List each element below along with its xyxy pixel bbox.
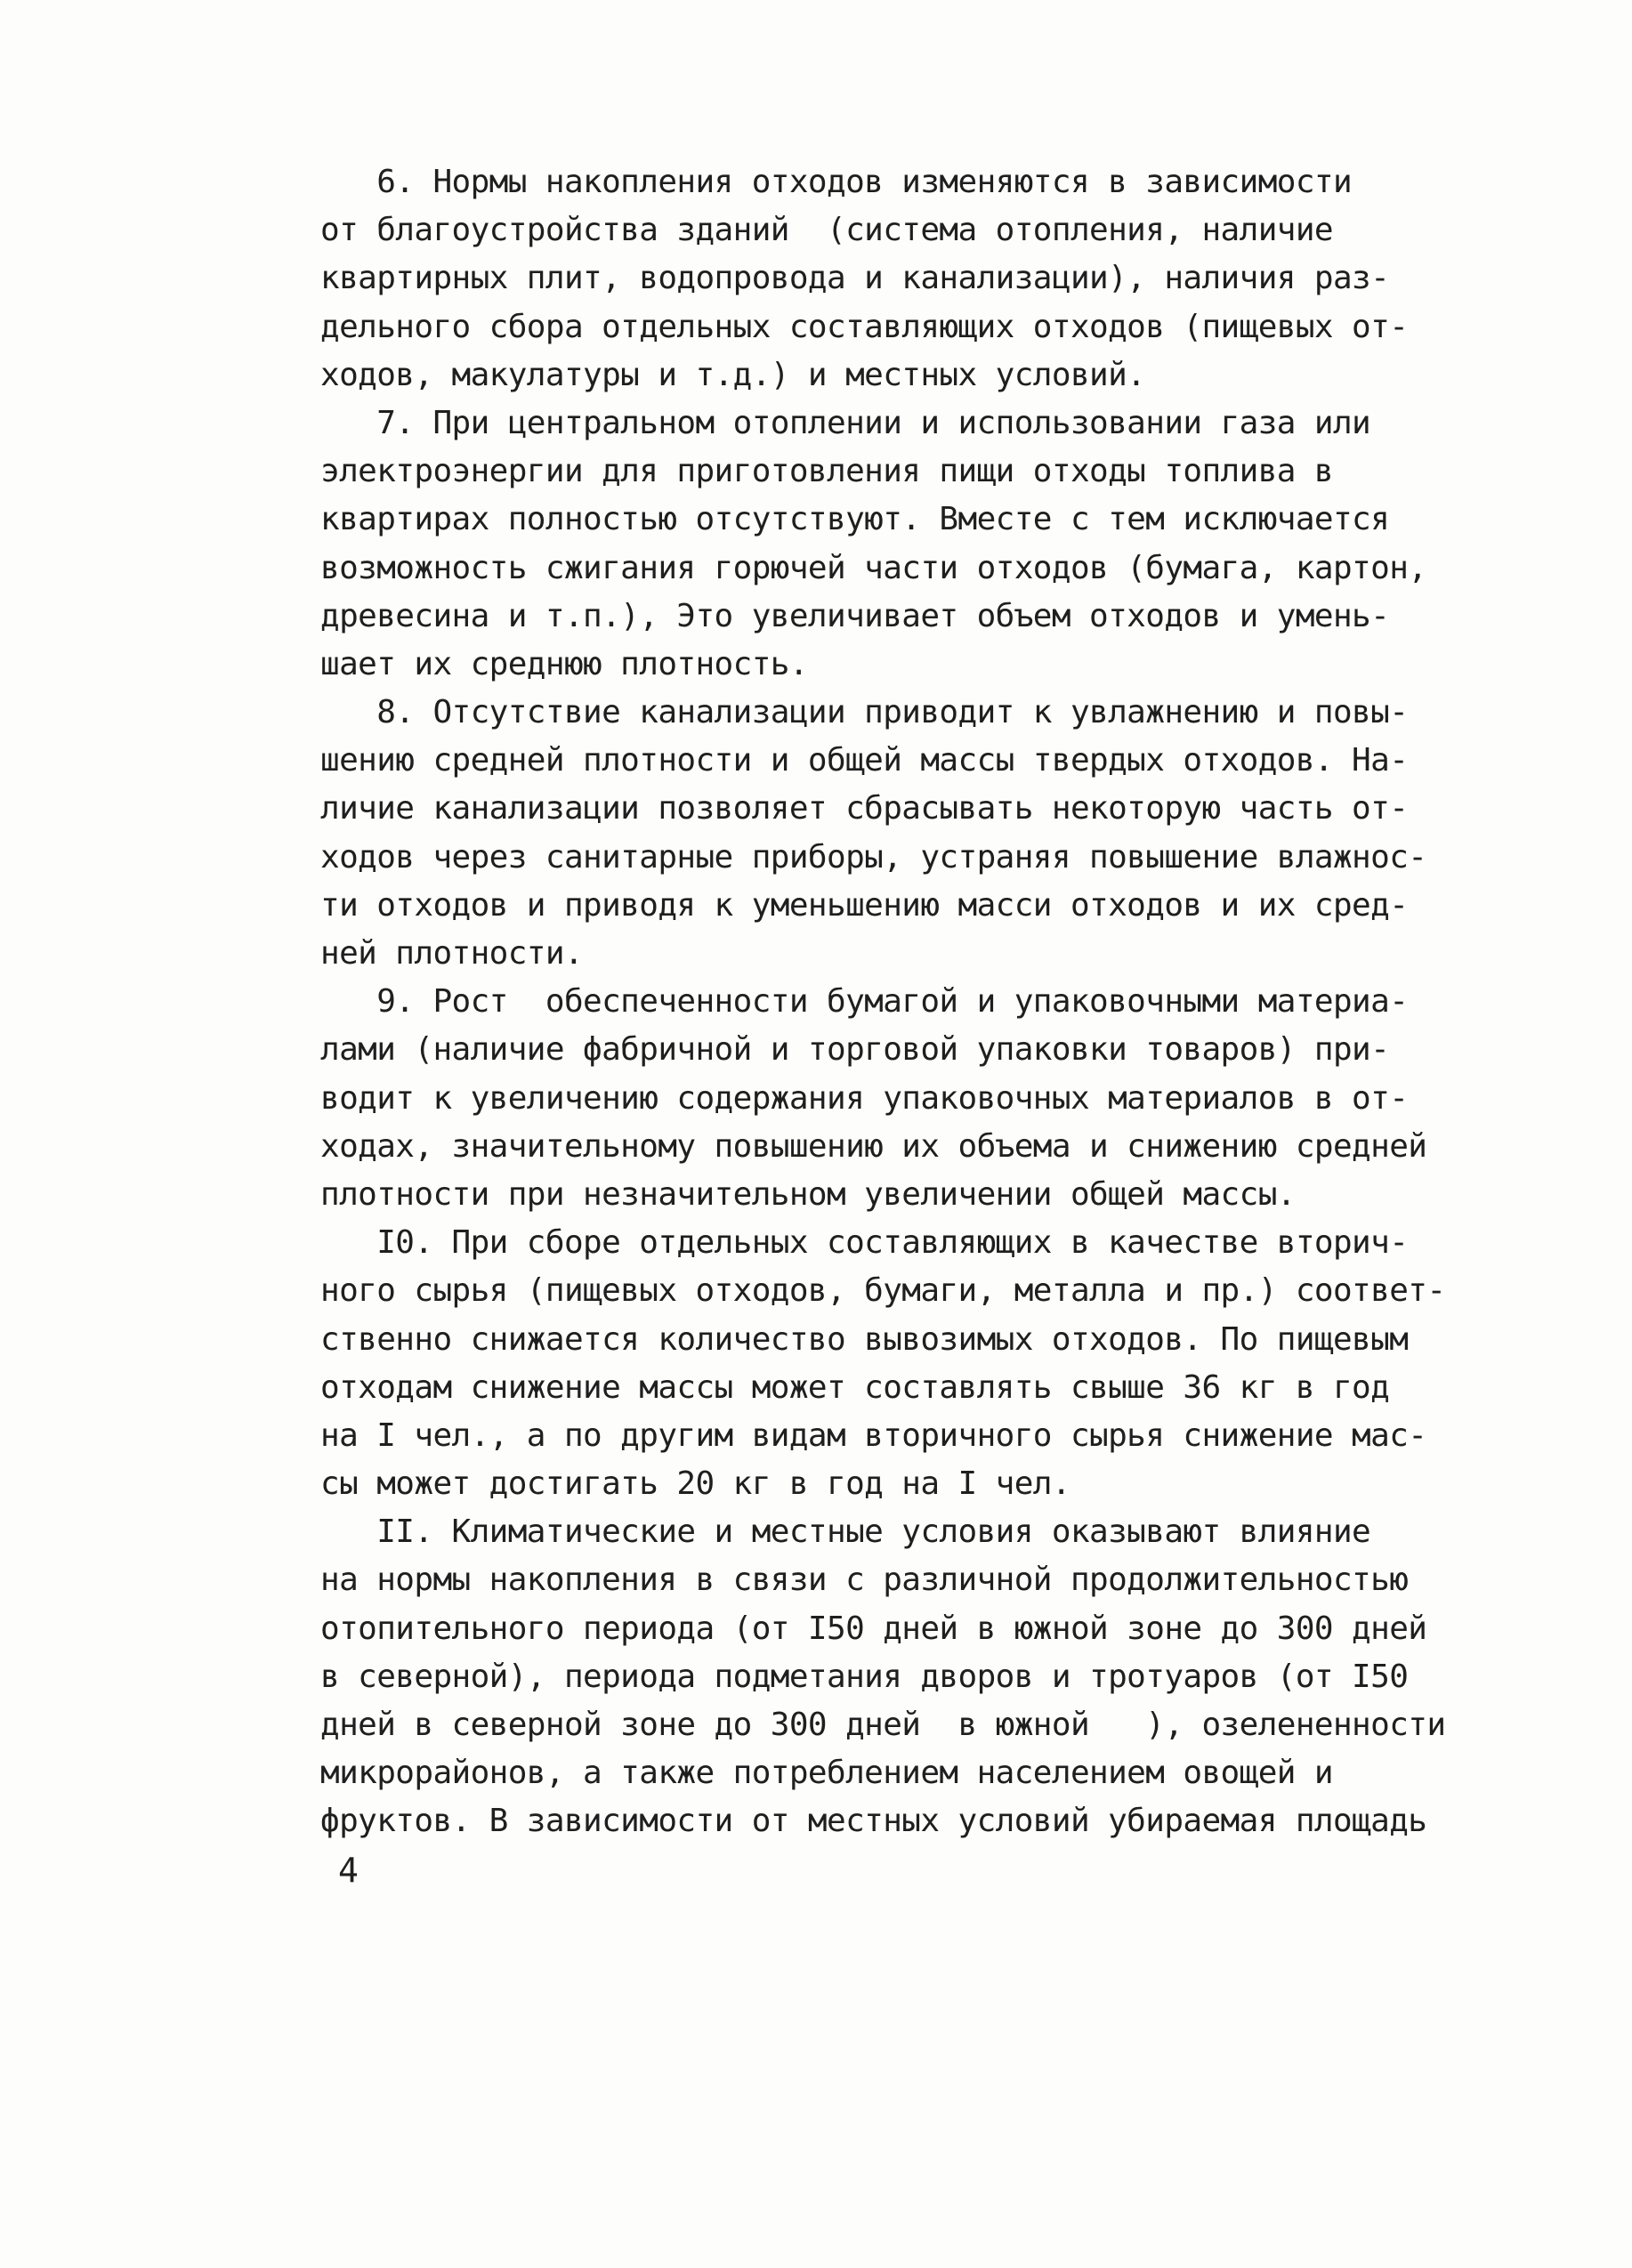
text-line: древесина и т.п.), Это увеличивает объем отходов и умень- [320, 597, 1390, 634]
text-line: II. Климатические и местные условия оказывают влияние [320, 1513, 1371, 1551]
paragraph-6 [320, 158, 1459, 400]
text-line: квартирах полностью отсутствуют. Вместе с тем исключается [320, 501, 1390, 538]
text-line: лами (наличие фабричной и торговой упаковки товаров) при- [320, 1031, 1390, 1069]
text-line: 7. При центральном отоплении и использовании газа или [320, 404, 1371, 441]
text-line: микрорайонов, а также потреблением населением овощей и [320, 1755, 1333, 1792]
paragraph-9 [320, 978, 1459, 1219]
text-line: ходах, значительному повышению их объема и снижению средней [320, 1127, 1427, 1165]
text-line: фруктов. В зависимости от местных условий убираемая площадь [320, 1803, 1427, 1840]
text-line: дней в северной зоне до 300 дней в южной ), озелененности [320, 1707, 1446, 1743]
text-line: ственно снижается количество вывозимых отходов. По пищевым [320, 1320, 1409, 1358]
paragraph-10 [320, 1219, 1459, 1508]
text-line: водит к увеличению содержания упаковочных материалов в от- [320, 1079, 1409, 1117]
text-line: ходов, макулатуры и т.д.) и местных условий. [320, 356, 1146, 393]
text-line: 8. Отсутствие канализации приводит к увлажнению и повы- [320, 694, 1409, 731]
text-line: ти отходов и приводя к уменьшению масси отходов и их сред- [320, 886, 1409, 924]
page-number: 4 [338, 1851, 359, 1890]
text-line: возможность сжигания горючей части отходов (бумага, картон, [320, 549, 1427, 586]
text-line: в северной), периода подметания дворов и тротуаров (от I50 [320, 1658, 1409, 1695]
text-line: ного сырья (пищевых отходов, бумаги, металла и пр.) соответ- [320, 1272, 1446, 1310]
text-line: шению средней плотности и общей массы твердых отходов. На- [320, 742, 1409, 779]
text-line: шает их среднюю плотность. [320, 645, 808, 682]
text-line: сы может достигать 20 кг в год на I чел. [320, 1465, 1070, 1503]
text-line: дельного сбора отдельных составляющих отходов (пищевых от- [320, 308, 1409, 345]
text-line: отходам снижение массы может составлять свыше 36 кг в год [320, 1368, 1390, 1406]
text-line: ней плотности. [320, 935, 584, 972]
text-line: личие канализации позволяет сбрасывать некоторую часть от- [320, 790, 1409, 827]
text-line: электроэнергии для приготовления пищи отходы топлива в [320, 453, 1333, 490]
text-line: отопительного периода (от I50 дней в южной зоне до 300 дней [320, 1610, 1427, 1647]
paragraph-11 [320, 1508, 1459, 1845]
text-line: 9. Рост обеспеченности бумагой и упаковочными материа- [320, 983, 1409, 1021]
text-line: на I чел., а по другим видам вторичного сырья снижение мас- [320, 1416, 1427, 1454]
text-line: плотности при незначительном увеличении общей массы. [320, 1175, 1296, 1213]
document-body [320, 158, 1459, 1846]
text-line: 6. Нормы накопления отходов изменяются в зависимости [320, 164, 1353, 200]
text-line: квартирных плит, водопровода и канализации), наличия раз- [320, 260, 1390, 297]
text-line: I0. При сборе отдельных составляющих в качестве вторич- [320, 1224, 1409, 1262]
text-line: от благоустройства зданий (система отопления, наличие [320, 212, 1333, 249]
paragraph-7 [320, 400, 1459, 689]
paragraph-8 [320, 689, 1459, 978]
text-line: ходов через санитарные приборы, устраняя повышение влажнос- [320, 838, 1427, 876]
text-line: на нормы накопления в связи с различной продолжительностью [320, 1562, 1409, 1599]
